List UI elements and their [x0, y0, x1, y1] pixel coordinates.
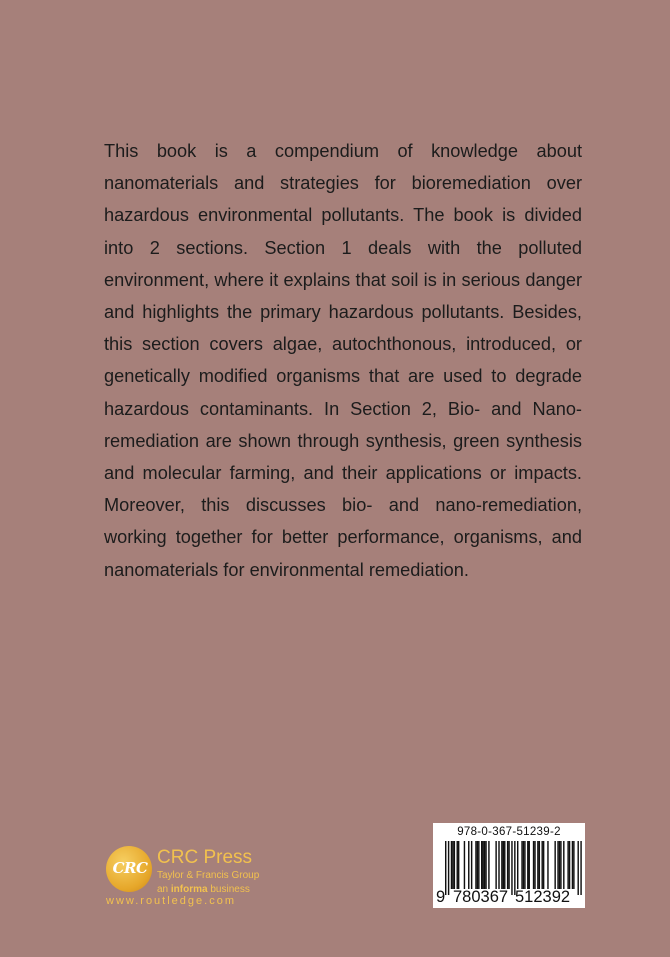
barcode-bar — [448, 841, 449, 895]
barcode-bar — [554, 841, 555, 889]
barcode-bar — [543, 841, 544, 889]
barcode-bar — [557, 841, 558, 889]
barcode-bar — [504, 841, 505, 889]
barcode-bar — [529, 841, 530, 889]
barcode-bar — [569, 841, 570, 889]
barcode-bar — [475, 841, 476, 889]
barcode-bar — [534, 841, 535, 889]
barcode-bar — [533, 841, 534, 889]
logo-mark-text: CRC — [112, 859, 148, 877]
barcode-bar — [527, 841, 528, 889]
barcode-bar — [521, 841, 522, 889]
barcode-bar — [577, 841, 578, 895]
barcode-bar — [488, 841, 489, 889]
barcode-bar — [517, 841, 518, 889]
isbn-left-group: 780367 — [453, 888, 509, 906]
barcode-bar — [514, 841, 515, 895]
barcode-bar — [541, 841, 542, 889]
barcode-bar — [464, 841, 465, 889]
barcode-bar — [567, 841, 568, 889]
barcode-bar — [572, 841, 573, 889]
barcode-bar — [484, 841, 485, 889]
barcode-bar — [458, 841, 459, 889]
back-cover-blurb: This book is a compendium of knowledge about nanomaterials and strategies for bioremediation over hazardous environmental pollutants. The book is divided into 2 sections. Section 1 deals with the polluted environment, where it explains that soil is in serious danger and highlights the primary hazardous pollutants. Besides, this section covers algae, autochthonous, introduced, or genetically modified organisms that are used to degrade hazardous contaminants. In Section 2, Bio- and Nano-remediation are shown through synthesis, green synthesis and molecular farming, and their applications or impacts. Moreover, this discusses bio- and nano-remediation, working together for better performance, organisms, and nanomaterials for environmental remediation. — [104, 141, 582, 580]
barcode-bar — [477, 841, 478, 889]
barcode-bar — [482, 841, 483, 889]
barcode-bar — [471, 841, 472, 889]
isbn-label: 978-0-367-51239-2 — [457, 826, 561, 838]
barcode-bar — [485, 841, 486, 889]
barcode-bar — [559, 841, 560, 889]
barcode-bar — [537, 841, 538, 889]
barcode-bar — [524, 841, 525, 889]
business-brand: informa — [170, 884, 208, 895]
barcode-bar — [452, 841, 453, 889]
barcode-bar — [511, 841, 512, 895]
barcode-bar — [445, 841, 446, 895]
barcode-bar — [573, 841, 574, 889]
barcode-bar — [547, 841, 548, 889]
barcode-bar — [501, 841, 502, 889]
barcode-bar — [457, 841, 458, 889]
barcode-bar — [468, 841, 469, 889]
barcode-bar — [560, 841, 561, 889]
publisher-url: www.routledge.com — [106, 895, 236, 907]
publisher-business-line — [157, 884, 250, 895]
barcode-bar — [580, 841, 581, 895]
publisher-group: Taylor & Francis Group — [157, 870, 260, 881]
publisher-name: CRC Press — [157, 847, 253, 868]
barcode-bar — [539, 841, 540, 889]
barcode-bar — [454, 841, 455, 889]
isbn-digits — [433, 888, 585, 906]
isbn-barcode — [433, 823, 585, 908]
barcode-bar — [523, 841, 524, 889]
barcode-bar — [481, 841, 482, 889]
barcode-bar — [478, 841, 479, 889]
barcode-bar — [495, 841, 496, 889]
barcode-bar — [508, 841, 509, 889]
business-suffix: business — [207, 884, 250, 895]
barcode-bar — [503, 841, 504, 889]
barcode-bar — [498, 841, 499, 889]
barcode-bar — [563, 841, 564, 889]
business-prefix: an — [157, 884, 171, 895]
barcode-bar — [507, 841, 508, 889]
isbn-right-group: 512392 — [515, 888, 571, 906]
barcode-bar — [451, 841, 452, 889]
isbn-first-digit: 9 — [436, 888, 446, 906]
